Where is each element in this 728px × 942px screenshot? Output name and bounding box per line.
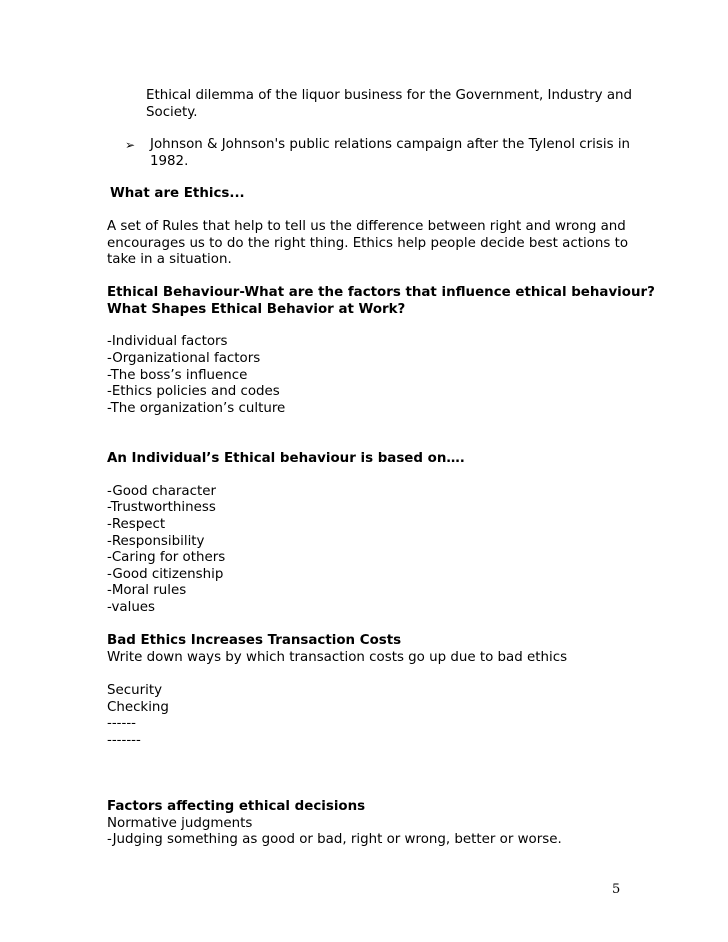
character-item: -Good citizenship [107, 567, 224, 582]
tylenol-line-1: Johnson & Johnson's public relations campaign after the Tylenol crisis in [150, 137, 631, 152]
character-item: -Caring for others [107, 550, 226, 565]
normative-judgments-definition: -Judging something as good or bad, right or wrong, better or worse. [107, 832, 562, 847]
transaction-costs-instruction: Write down ways by which transaction costs go up due to bad ethics [107, 650, 568, 665]
normative-judgments-label: Normative judgments [107, 816, 253, 831]
heading-ethical-behaviour-1: Ethical Behaviour-What are the factors that influence ethical behaviour? [107, 285, 655, 300]
dilemma-line-2: Society. [146, 105, 198, 120]
factor-item: -The boss’s influence [107, 368, 248, 383]
ethics-definition-line-1: A set of Rules that help to tell us the difference between right and wrong and [107, 219, 626, 234]
tylenol-line-2: 1982. [150, 154, 189, 169]
factor-item: -Organizational factors [107, 351, 261, 366]
factor-item: -The organization’s culture [107, 401, 286, 416]
cost-item: ------- [107, 733, 141, 748]
heading-transaction-costs: Bad Ethics Increases Transaction Costs [107, 633, 402, 648]
character-item: -Good character [107, 484, 216, 499]
factor-item: -Ethics policies and codes [107, 384, 280, 399]
heading-individual-behaviour: An Individual’s Ethical behaviour is based on…. [107, 451, 465, 466]
cost-item: Checking [107, 700, 169, 715]
character-item: -Moral rules [107, 583, 187, 598]
factor-item: -Individual factors [107, 334, 228, 349]
heading-factors-decisions: Factors affecting ethical decisions [107, 799, 366, 814]
heading-ethical-behaviour-2: What Shapes Ethical Behavior at Work? [107, 302, 406, 317]
character-item: -Responsibility [107, 534, 205, 549]
ethics-definition-line-3: take in a situation. [107, 252, 232, 267]
character-item: -Trustworthiness [107, 500, 216, 515]
arrow-bullet-icon: ➢ [125, 138, 136, 152]
ethics-definition-line-2: encourages us to do the right thing. Ethics help people decide best actions to [107, 236, 629, 251]
page-number: 5 [612, 882, 621, 897]
character-item: -Respect [107, 517, 166, 532]
character-item: -values [107, 600, 156, 615]
dilemma-line-1: Ethical dilemma of the liquor business for the Government, Industry and [146, 88, 633, 103]
cost-item: ------ [107, 716, 136, 731]
heading-what-are-ethics: What are Ethics... [110, 186, 245, 201]
cost-item: Security [107, 683, 162, 698]
